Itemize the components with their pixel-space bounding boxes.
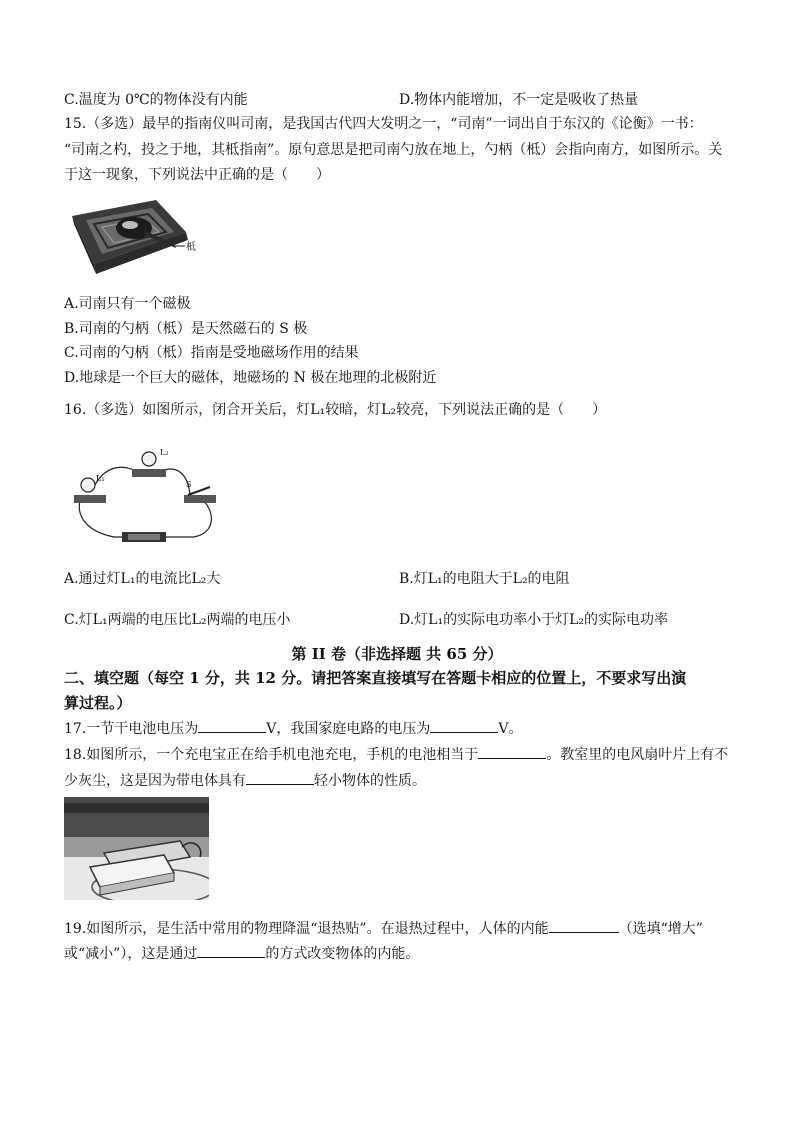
circuit-diagram (64, 443, 224, 551)
q18-line2 (64, 770, 426, 791)
q17-text-3: V。 (498, 721, 523, 737)
lamp-l1-bulb (81, 478, 95, 492)
lamp-l1-base (74, 495, 106, 503)
q16-option-c: C.灯L₁两端的电压比L₂两端的电压小 (64, 612, 291, 628)
q15-option-c: C.司南的勺柄（柢）指南是受地磁场作用的结果 (64, 345, 359, 361)
q19-line1 (64, 918, 703, 939)
label-s: S (186, 480, 192, 489)
circuit-figure (64, 443, 224, 551)
q19-blank-1[interactable] (549, 918, 619, 933)
q17-blank-1[interactable] (198, 718, 266, 733)
q19-text-2: （选填“增大” (618, 921, 703, 937)
label-l2: L₂ (160, 448, 169, 457)
q19-blank-2[interactable] (197, 943, 265, 958)
power-bank-figure (64, 797, 209, 900)
q15-option-a: A.司南只有一个磁极 (64, 296, 191, 312)
q17-text-1: 17.一节干电池电压为 (64, 721, 199, 737)
q19-line2 (64, 943, 419, 964)
q14-option-d: D.物体内能增加，不一定是吸收了热量 (399, 92, 639, 108)
section-heading-line2: 算过程。） (64, 694, 132, 712)
q19-text-3: 或“减小”），这是通过 (64, 946, 198, 962)
q15-stem-line3: 于这一现象，下列说法中正确的是（ ） (64, 167, 330, 183)
q16-stem: 16.（多选）如图所示，闭合开关后，灯L₁较暗，灯L₂较亮，下列说法正确的是（ ） (64, 402, 607, 418)
q14-option-c: C.温度为 0℃的物体没有内能 (64, 92, 248, 108)
handle-label: 柢 (186, 242, 196, 253)
q17-blank-2[interactable] (430, 718, 498, 733)
q16-option-a: A.通过灯L₁的电流比L₂大 (64, 571, 221, 587)
q19-text-4: 的方式改变物体的内能。 (265, 946, 420, 962)
lamp-l2-bulb (142, 452, 156, 466)
q15-stem-line2: “司南之杓，投之于地，其柢指南”。原句意思是把司南勺放在地上，勺柄（柢）会指向南方，如图所示。关 (64, 142, 723, 158)
q15-option-d: D.地球是一个巨大的磁体，地磁场的 N 极在地理的北极附近 (64, 370, 437, 386)
q18-blank-2[interactable] (246, 770, 314, 785)
q18-text-3: 少灰尘，这是因为带电体具有 (64, 773, 246, 789)
q18-text-4: 轻小物体的性质。 (314, 773, 426, 789)
power-bank-photo (64, 797, 209, 900)
q16-option-d: D.灯L₁的实际电功率小于灯L₂的实际电功率 (399, 612, 668, 628)
switch-base (184, 495, 216, 503)
q18-text-1: 18.如图所示，一个充电宝正在给手机电池充电，手机的电池相当于 (64, 747, 479, 763)
sinan-compass-image (64, 194, 199, 286)
label-l1: L₁ (96, 474, 105, 483)
q15-stem-line1: 15.（多选）最早的指南仪叫司南，是我国古代四大发明之一，“司南”一词出自于东汉的《论衡》一书： (64, 116, 703, 132)
sinan-compass-figure (64, 194, 199, 286)
q17 (64, 718, 523, 739)
q17-text-2: V，我国家庭电路的电压为 (266, 721, 431, 737)
part2-title: 第 II 卷（非选择题 共 65 分） (291, 645, 503, 663)
q15-option-b: B.司南的勺柄（柢）是天然磁石的 S 极 (64, 321, 308, 337)
q18-blank-1[interactable] (478, 744, 546, 759)
q18-line1 (64, 744, 728, 765)
q16-option-b: B.灯L₁的电阻大于L₂的电阻 (399, 571, 570, 587)
section-heading-line1: 二、填空题（每空 1 分，共 12 分。请把答案直接填写在答题卡相应的位置上，不要求写出演 (64, 669, 687, 687)
lamp-l2-base (132, 469, 166, 477)
q18-text-2: 。教室里的电风扇叶片上有不 (546, 747, 729, 763)
q19-text-1: 19.如图所示，是生活中常用的物理降温“退热贴”。在退热过程中，人体的内能 (64, 921, 549, 937)
